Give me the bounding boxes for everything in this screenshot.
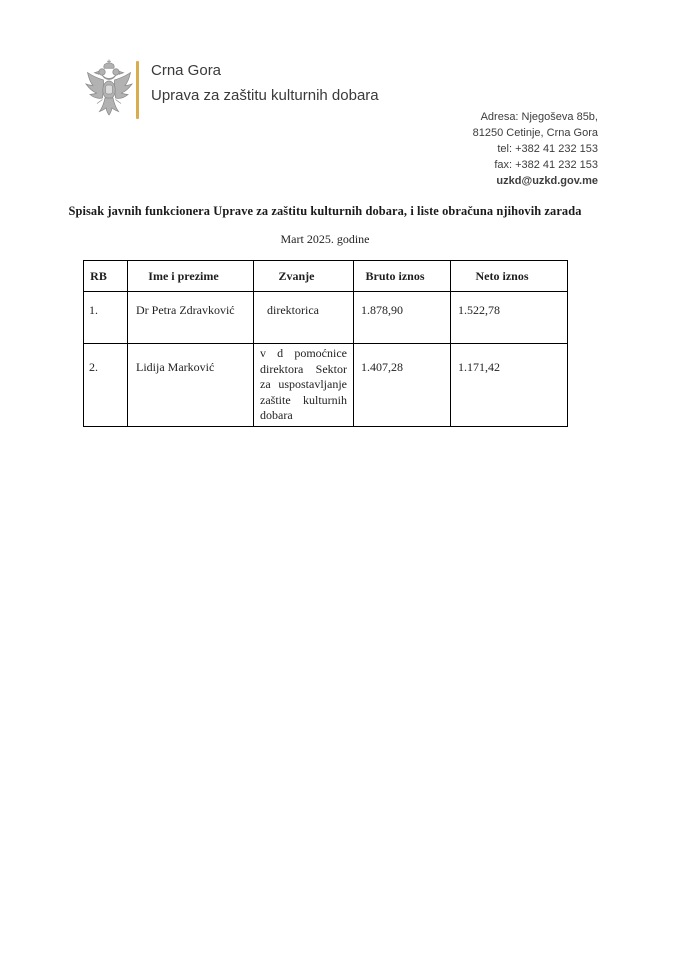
cell-neto: 1.522,78 — [451, 292, 568, 344]
cell-ime: Lidija Marković — [128, 344, 254, 427]
cell-bruto: 1.407,28 — [354, 344, 451, 427]
org-name-country: Crna Gora — [151, 62, 222, 79]
table-header-row — [84, 261, 568, 292]
column-header-zvanje: Zvanje — [254, 261, 354, 292]
contact-tel: tel: +382 41 232 153 — [497, 143, 598, 155]
document-subtitle: Mart 2025. godine — [280, 232, 370, 246]
document-title: Spisak javnih funkcionera Uprave za zaštitu kulturnih dobara, i liste obračuna njihovih zarada — [68, 204, 582, 218]
salary-table — [83, 260, 568, 427]
contact-fax: fax: +382 41 232 153 — [494, 159, 598, 171]
column-header-bruto-iznos: Bruto iznos — [354, 261, 451, 292]
contact-address-line1: Adresa: Njegoševa 85b, — [480, 111, 598, 123]
org-names — [151, 63, 379, 103]
column-header-rb: RB — [84, 261, 128, 292]
contact-block — [83, 109, 598, 189]
cell-bruto: 1.878,90 — [354, 292, 451, 344]
cell-zvanje: v d pomoćnice direktora Sektor za uspostavljanje zaštite kulturnih dobara — [254, 344, 354, 427]
table-row — [84, 292, 568, 344]
cell-rb: 1. — [84, 292, 128, 344]
cell-zvanje: direktorica — [254, 292, 354, 344]
org-name-administration: Uprava za zaštitu kulturnih dobara — [151, 87, 379, 104]
cell-neto: 1.171,42 — [451, 344, 568, 427]
cell-ime: Dr Petra Zdravković — [128, 292, 254, 344]
contact-address-line2: 81250 Cetinje, Crna Gora — [472, 127, 598, 139]
table-row — [84, 344, 568, 427]
contact-email: uzkd@uzkd.gov.me — [496, 175, 598, 187]
column-header-ime-i-prezime: Ime i prezime — [128, 261, 254, 292]
column-header-neto-iznos: Neto iznos — [451, 261, 568, 292]
cell-rb: 2. — [84, 344, 128, 427]
